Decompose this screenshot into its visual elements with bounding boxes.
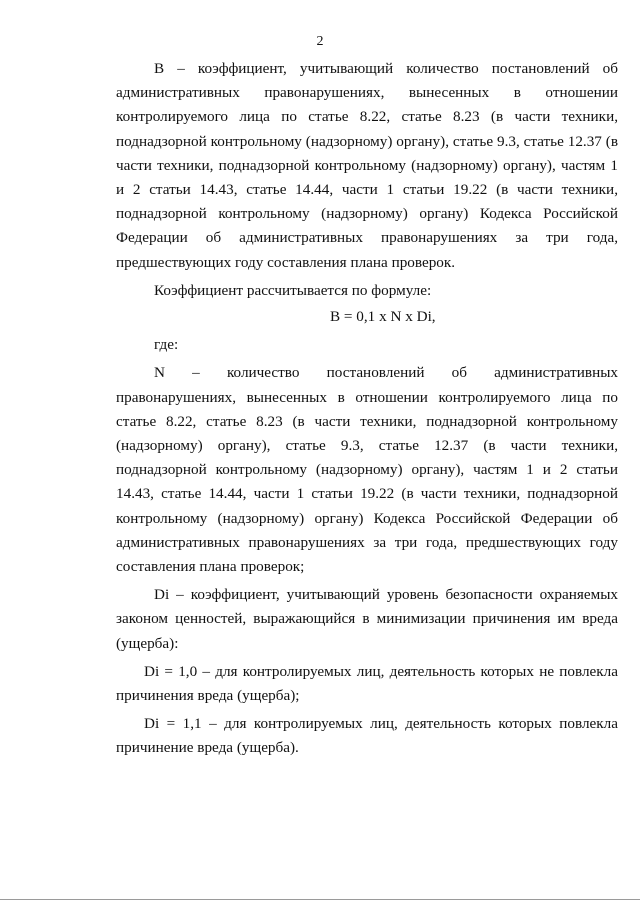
paragraph-where: где: bbox=[154, 336, 179, 354]
paragraph-formula-intro: Коэффициент рассчитывается по формуле: bbox=[154, 281, 432, 299]
paragraph-b-definition: B – коэффициент, учитывающий количество постановлений об административных правонарушениях, вынесенных в отношении контролируемого лица по статье 8.22, статье 8.23 (в части техники, поднадзорной контрольному (надзорному) органу), статье 9.3, статье 12.37 (в части техники, поднадзорной контрольному (надзорному) органу), частям 1 и 2 статьи 14.43, статье 14.44, части 1 статьи 19.22 (в части техники, поднадзорной контрольному (надзорному) органу) Кодекса Российской Федерации об административных правонарушениях за три года, предшествующих году составления плана проверок. bbox=[116, 60, 618, 271]
scan-bottom-edge bbox=[0, 899, 640, 900]
paragraph-di-value-2: Di = 1,1 – для контролируемых лиц, деятельность которых повлекла причинение вреда (ущерба). bbox=[116, 715, 618, 757]
paragraph-di-value-1: Di = 1,0 – для контролируемых лиц, деятельность которых не повлекла причинения вреда (ущерба); bbox=[116, 662, 618, 705]
paragraph-di-definition: Di – коэффициент, учитывающий уровень безопасности охраняемых законом ценностей, выражающийся в минимизации причинения им вреда (ущерба): bbox=[116, 586, 618, 652]
paragraph-n-definition: N – количество постановлений об административных правонарушениях, вынесенных в отношении контролируемого лица по статье 8.22, статье 8.23 (в части техники, поднадзорной контрольному (надзорному) органу), статье 9.3, статье 12.37 (в части техники, поднадзорной контрольному (надзорному) органу), частям 1 и 2 статьи 14.43, статье 14.44, части 1 статьи 19.22 (в части техники, поднадзорной контрольному (надзорному) органу) Кодекса Российской Федерации об административных правонарушениях за три года, предшествующих году составления плана проверок; bbox=[116, 364, 618, 576]
document-body bbox=[116, 57, 618, 761]
formula: B = 0,1 x N x Di, bbox=[330, 308, 436, 326]
page-number: 2 bbox=[316, 34, 324, 49]
